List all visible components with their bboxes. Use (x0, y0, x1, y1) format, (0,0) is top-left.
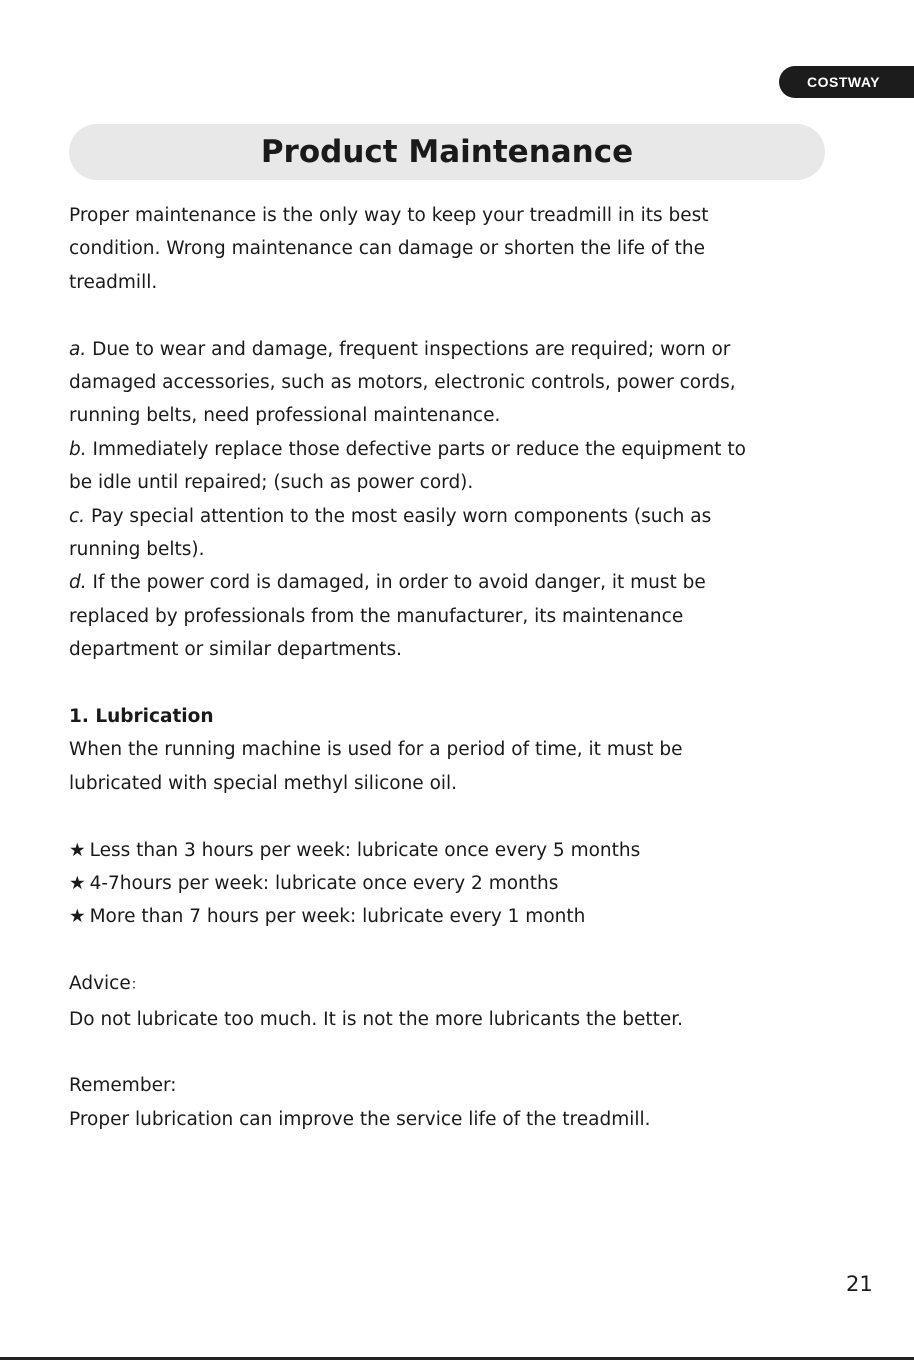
bottom-rule (0, 1357, 914, 1360)
star-icon: ★ (69, 839, 86, 861)
lubrication-line-1: When the running machine is used for a period of time, it must be (69, 739, 683, 761)
remember-label: Remember: (69, 1075, 177, 1097)
item-a-line-2: damaged accessories, such as motors, electronic controls, power cords, (69, 372, 736, 394)
item-c-line-2: running belts). (69, 539, 205, 561)
spacer (69, 1036, 829, 1069)
schedule-text-2: 4-7hours per week: lubricate once every 2 months (89, 873, 559, 895)
schedule-item-3 (69, 900, 829, 933)
item-b-line-2: be idle until repaired; (such as power cord). (69, 472, 474, 494)
item-d-text: If the power cord is damaged, in order to avoid danger, it must be (86, 572, 706, 594)
item-d-marker: d. (69, 572, 87, 594)
item-a-text: Due to wear and damage, frequent inspections are required; worn or (86, 338, 731, 360)
schedule-text-1: Less than 3 hours per week: lubricate once every 5 months (89, 839, 641, 861)
item-b-text: Immediately replace those defective parts or reduce the equipment to (86, 438, 746, 460)
star-icon: ★ (69, 873, 86, 895)
item-a-line-3: running belts, need professional maintenance. (69, 405, 501, 427)
advice-text: Do not lubricate too much. It is not the more lubricants the better. (69, 1008, 684, 1030)
item-b-marker: b. (69, 438, 87, 460)
item-a-line-1 (69, 333, 829, 366)
schedule-item-1 (69, 834, 829, 867)
spacer (69, 934, 829, 967)
page-content (69, 199, 829, 1136)
page-number: 21 (846, 1272, 873, 1296)
item-c-marker: c. (69, 505, 86, 527)
schedule-text-3: More than 7 hours per week: lubricate every 1 month (89, 906, 586, 928)
spacer (69, 800, 829, 833)
item-d-line-3: department or similar departments. (69, 639, 402, 661)
advice-label: Advice (69, 973, 131, 995)
intro-line-3: treadmill. (69, 271, 158, 293)
remember-text: Proper lubrication can improve the service life of the treadmill. (69, 1108, 651, 1130)
item-d-line-2: replaced by professionals from the manufacturer, its maintenance (69, 605, 684, 627)
spacer (69, 299, 829, 332)
title-banner (69, 124, 825, 180)
schedule-item-2 (69, 867, 829, 900)
lubrication-line-2: lubricated with special methyl silicone oil. (69, 772, 458, 794)
spacer (69, 667, 829, 700)
lubrication-heading: 1. Lubrication (69, 706, 214, 728)
item-c-line-1 (69, 500, 829, 533)
item-b-line-1 (69, 433, 829, 466)
advice-colon: ： (130, 977, 145, 994)
star-icon: ★ (69, 906, 86, 928)
item-a-marker: a. (69, 338, 87, 360)
intro-line-1: Proper maintenance is the only way to keep your treadmill in its best (69, 205, 709, 226)
item-d-line-1 (69, 566, 829, 599)
brand-name: COSTWAY (807, 74, 880, 90)
item-c-text: Pay special attention to the most easily worn components (such as (85, 505, 712, 527)
page-title: Product Maintenance (260, 134, 634, 170)
brand-logo-tab (779, 66, 914, 98)
intro-line-2: condition. Wrong maintenance can damage or shorten the life of the (69, 238, 705, 260)
advice-label-line (69, 967, 829, 1002)
